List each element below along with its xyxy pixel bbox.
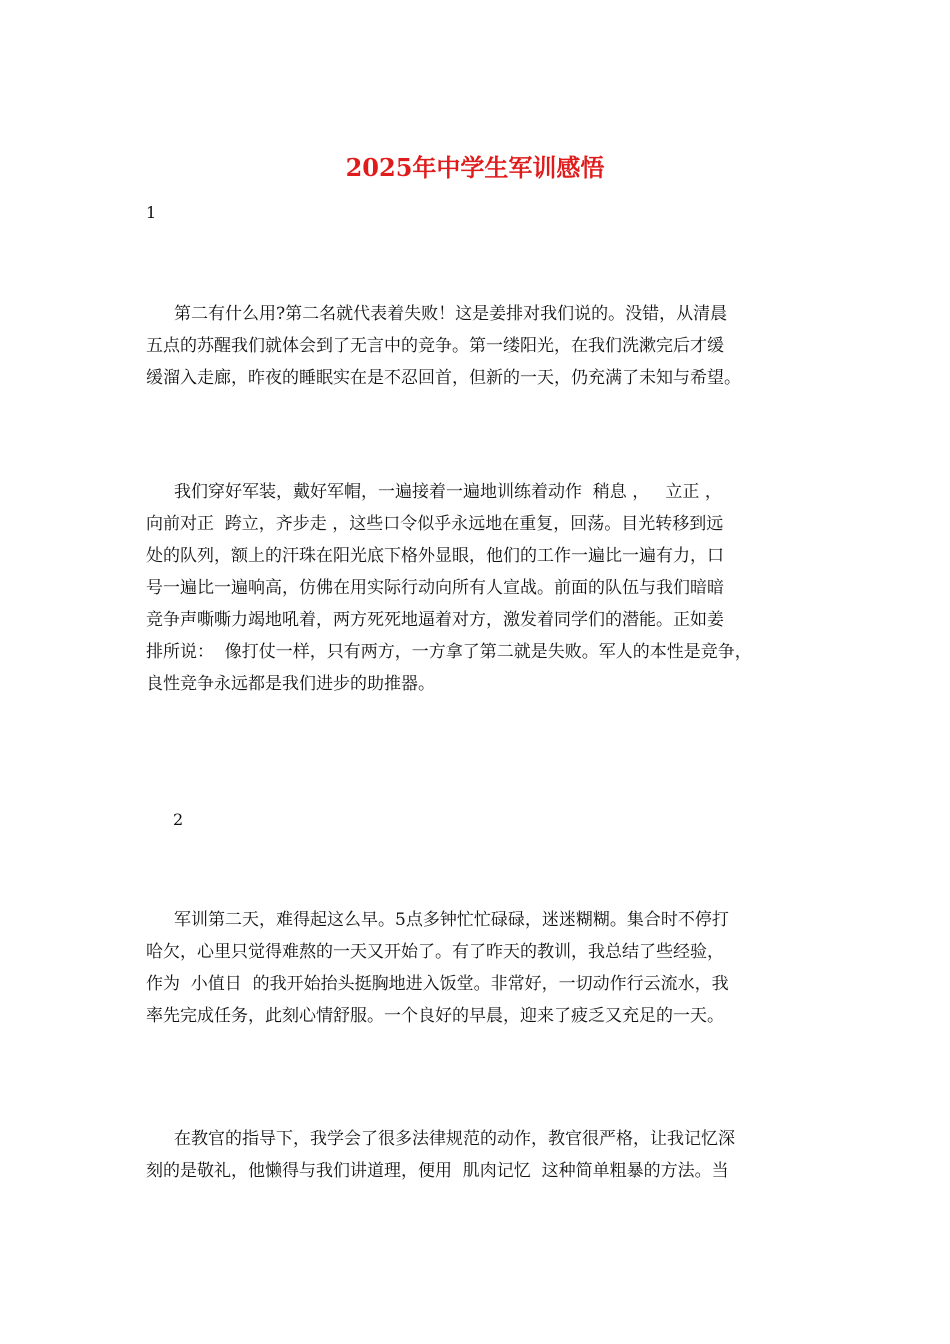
- paragraph-line: 在教官的指导下，我学会了很多法律规范的动作，教官很严格，让我记忆深: [174, 1129, 735, 1149]
- paragraph-line: 处的队列，额上的汗珠在阳光底下格外显眼，他们的工作一遍比一遍有力，口: [146, 546, 724, 566]
- section-number-2: 2: [173, 810, 184, 829]
- paragraph-line: 第二有什么用?第二名就代表着失败！这是姜排对我们说的。没错，从清晨: [174, 304, 728, 324]
- paragraph-line: 刻的是敬礼，他懒得与我们讲道理，便用 肌肉记忆 这种简单粗暴的方法。当: [146, 1161, 729, 1181]
- paragraph-line: 缓溜入走廊，昨夜的睡眠实在是不忍回首，但新的一天，仍充满了未知与希望。: [146, 368, 741, 388]
- paragraph-line: 良性竞争永远都是我们进步的助推器。: [146, 674, 435, 694]
- paragraph-line: 率先完成任务，此刻心情舒服。一个良好的早晨，迎来了疲乏又充足的一天。: [146, 1006, 724, 1026]
- paragraph-line: 号一遍比一遍响高，仿佛在用实际行动向所有人宣战。前面的队伍与我们暗暗: [146, 578, 724, 598]
- paragraph-1: [146, 298, 836, 394]
- paragraph-4: [146, 1123, 836, 1187]
- paragraph-line: 排所说： 像打仗一样，只有两方，一方拿了第二就是失败。军人的本性是竞争，: [146, 642, 752, 662]
- paragraph-3: [146, 904, 836, 1032]
- section-number-1: 1: [146, 203, 157, 222]
- paragraph-2: [146, 476, 836, 700]
- paragraph-line: 哈欠，心里只觉得难熬的一天又开始了。有了昨天的教训，我总结了些经验，: [146, 942, 724, 962]
- paragraph-line: 竞争声嘶嘶力竭地吼着，两方死死地逼着对方，激发着同学们的潜能。正如姜: [146, 610, 724, 630]
- document-title: 2025年中学生军训感悟: [345, 153, 605, 182]
- paragraph-line: 五点的苏醒我们就体会到了无言中的竞争。第一缕阳光，在我们洗漱完后才缓: [146, 336, 724, 356]
- paragraph-line: 我们穿好军装，戴好军帽，一遍接着一遍地训练着动作 稍息 ， 立正 ，: [174, 482, 722, 502]
- paragraph-line: 作为 小值日 的我开始抬头挺胸地进入饭堂。非常好，一切动作行云流水，我: [146, 974, 729, 994]
- paragraph-line: 向前对正 跨立，齐步走 ，这些口令似乎永远地在重复，回荡。目光转移到远: [146, 514, 724, 534]
- paragraph-line: 军训第二天，难得起这么早。5点多钟忙忙碌碌，迷迷糊糊。集合时不停打: [174, 910, 729, 930]
